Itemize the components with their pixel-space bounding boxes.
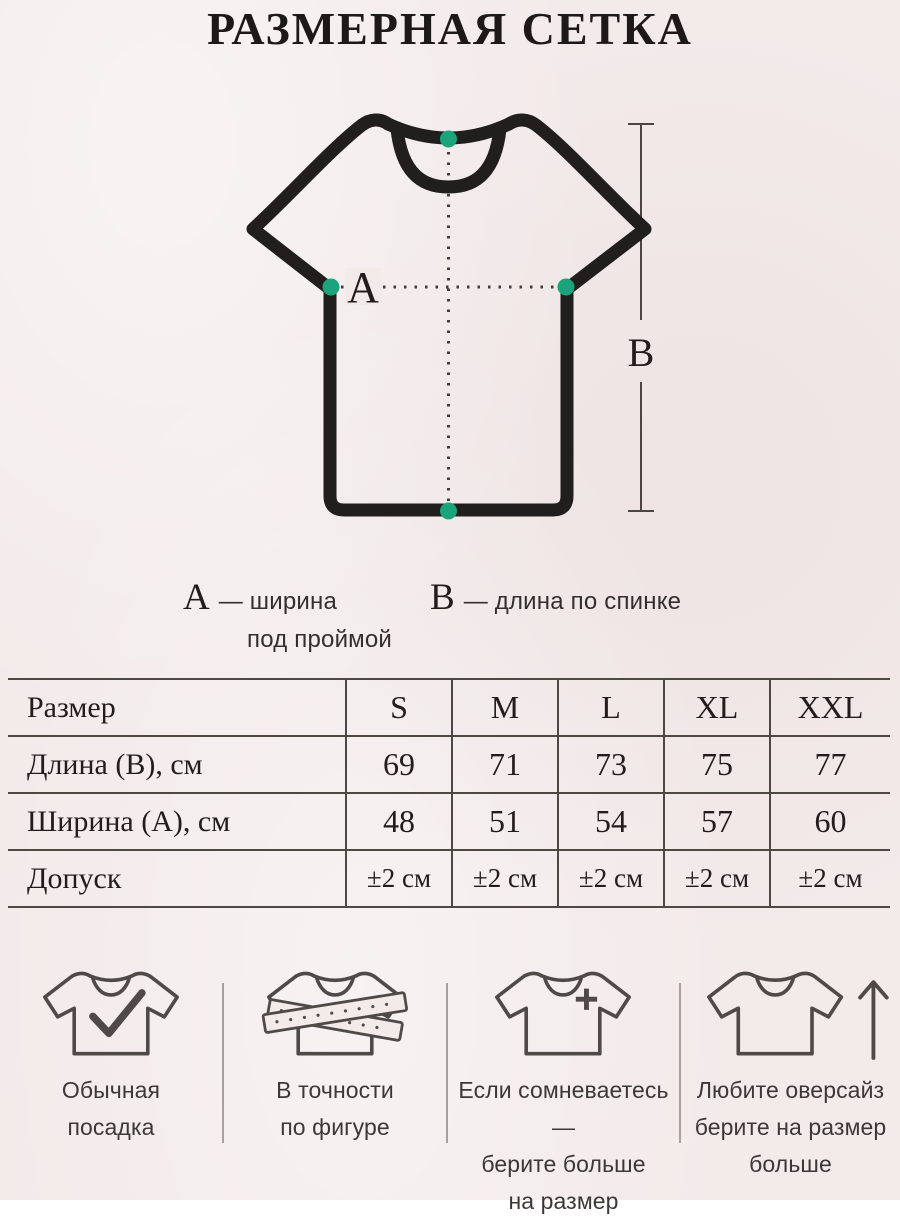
length-value: 75	[663, 737, 769, 792]
table-row-width	[8, 792, 890, 849]
row-label: Ширина (А), см	[27, 804, 231, 838]
caption-line: Обычная	[61, 1077, 161, 1103]
table-row-length	[8, 735, 890, 792]
size-column-header: S	[345, 680, 451, 735]
tolerance-value: ±2 см	[451, 851, 557, 906]
tshirt-check-icon	[31, 966, 191, 1073]
size-table	[8, 678, 890, 908]
length-value: 77	[769, 737, 890, 792]
tshirt-outline-icon	[253, 120, 645, 510]
fit-caption-exact-fit	[224, 1072, 446, 1146]
tolerance-value: ±2 см	[345, 851, 451, 906]
page-title: РАЗМЕРНАЯ СЕТКА	[207, 3, 693, 54]
fit-caption-regular	[0, 1072, 222, 1146]
fit-caption-size-up-if-unsure	[448, 1072, 679, 1220]
legend-b-text: — длина по спинке	[463, 588, 682, 615]
caption-line: посадка	[67, 1114, 155, 1140]
tolerance-value: ±2 см	[557, 851, 663, 906]
measure-label-a: А	[347, 263, 379, 312]
width-value: 48	[345, 794, 451, 849]
legend-length	[430, 576, 681, 619]
table-header-label: Размер	[27, 690, 116, 724]
table-row-tolerance	[8, 849, 890, 906]
row-label: Длина (В), см	[27, 747, 203, 781]
width-value: 60	[769, 794, 890, 849]
tshirt-measurement-diagram	[0, 0, 900, 565]
legend-a-letter: А	[183, 577, 210, 618]
legend-b-letter: В	[430, 577, 455, 618]
width-value: 57	[663, 794, 769, 849]
b-measure-line	[628, 124, 654, 511]
caption-line: Любите оверсайз	[696, 1077, 885, 1103]
caption-line: по фигуре	[280, 1114, 390, 1140]
caption-line: больше	[749, 1151, 832, 1177]
caption-line: на размер	[508, 1188, 619, 1214]
caption-line: Если сомневаетесь —	[458, 1077, 669, 1140]
caption-line: берите больше	[481, 1151, 646, 1177]
legend-width	[183, 576, 392, 654]
size-column-header: XXL	[769, 680, 890, 735]
tshirt-arrow-icon	[695, 966, 898, 1073]
tshirt-tape-icon	[255, 966, 415, 1073]
dotted-guides	[341, 152, 557, 502]
tolerance-value: ±2 см	[663, 851, 769, 906]
legend-a-text: — ширина	[218, 588, 338, 615]
length-value: 71	[451, 737, 557, 792]
width-value: 54	[557, 794, 663, 849]
fit-caption-oversize	[681, 1072, 900, 1183]
size-column-header: L	[557, 680, 663, 735]
tshirt-plus-icon	[483, 966, 643, 1073]
legend-a-text2: под проймой	[247, 626, 393, 653]
row-label: Допуск	[27, 861, 122, 895]
length-value: 73	[557, 737, 663, 792]
caption-line: В точности	[276, 1077, 394, 1103]
width-value: 51	[451, 794, 557, 849]
tolerance-value: ±2 см	[769, 851, 890, 906]
caption-line: берите на размер	[694, 1114, 887, 1140]
size-column-header: XL	[663, 680, 769, 735]
measure-label-b: В	[627, 330, 655, 375]
table-header-row	[8, 678, 890, 735]
size-column-header: M	[451, 680, 557, 735]
length-value: 69	[345, 737, 451, 792]
